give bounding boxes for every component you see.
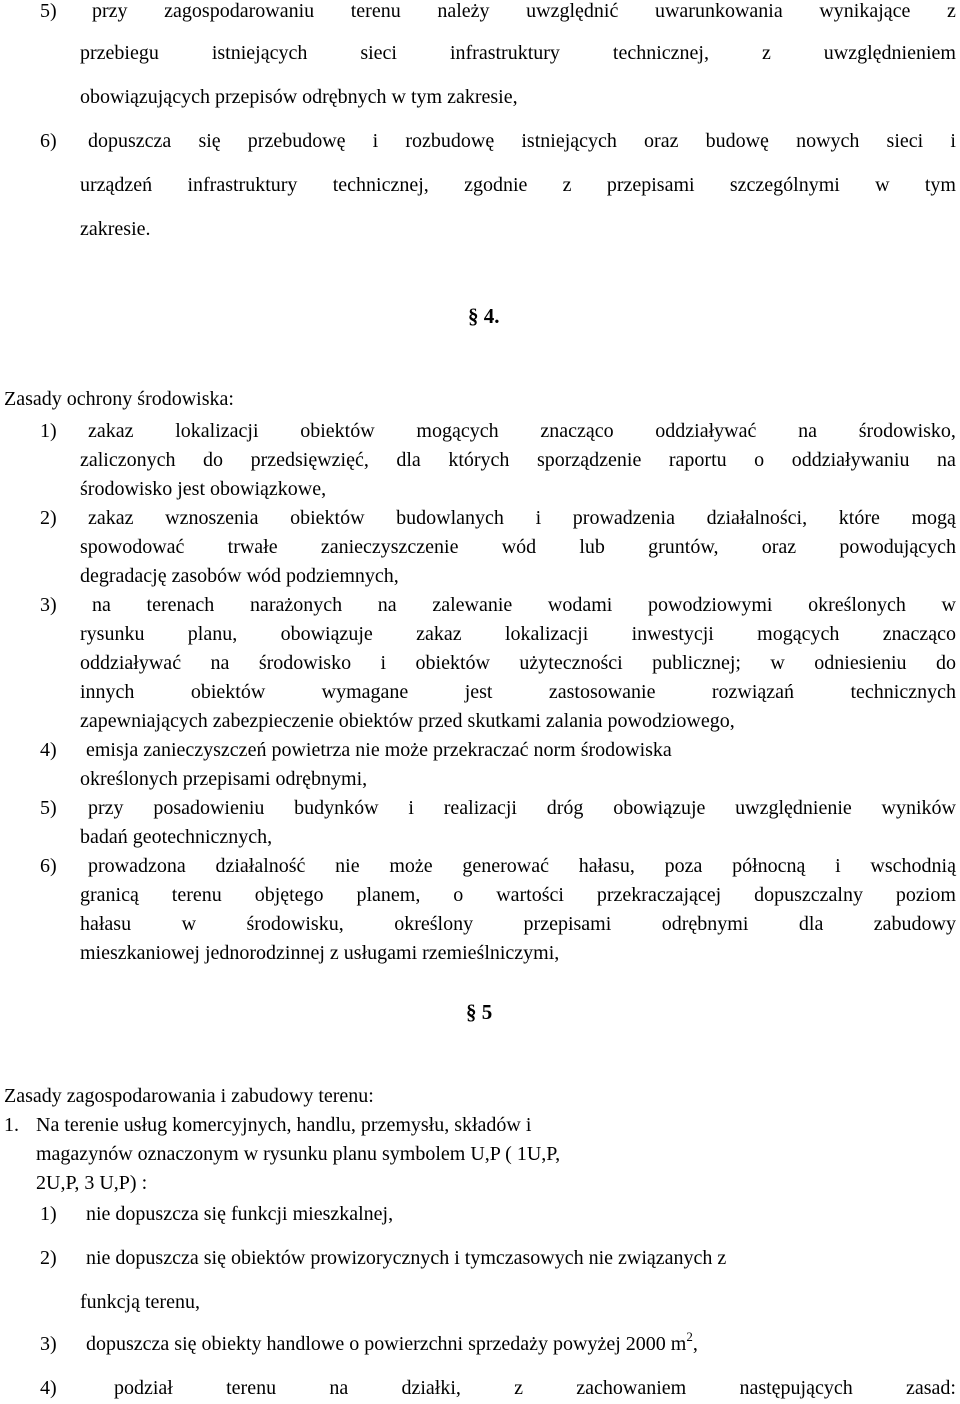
word: zakaz <box>416 623 462 645</box>
word: przepisami <box>606 174 695 196</box>
word: i <box>950 130 956 152</box>
word: wyników <box>881 797 956 819</box>
list-number: 2) <box>40 507 57 529</box>
word: z <box>761 42 771 64</box>
list-number: 5) <box>40 797 57 819</box>
word: rysunku <box>80 623 145 645</box>
word: oddziaływać <box>655 420 757 442</box>
word: północną <box>732 855 806 877</box>
word: terenach <box>146 594 215 616</box>
word: następujących <box>739 1377 853 1399</box>
list-number: 5) <box>40 0 57 22</box>
list-line: degradację zasobów wód podziemnych, <box>80 565 399 587</box>
word: środowisku, <box>246 913 344 935</box>
word: realizacji <box>443 797 517 819</box>
list-number: 3) <box>40 594 57 616</box>
word: należy <box>437 0 490 22</box>
word: zakaz <box>88 507 134 529</box>
word: zastosowanie <box>548 681 656 703</box>
list-line: mieszkaniowej jednorodzinnej z usługami rzemieślniczymi, <box>80 942 560 964</box>
list-line <box>88 507 956 530</box>
section-4-intro: Zasady ochrony środowiska: <box>4 388 234 410</box>
list-number: 4) <box>40 1377 57 1399</box>
list-line <box>88 855 956 878</box>
list-line <box>80 623 956 646</box>
word: dopuszcza <box>88 130 172 152</box>
word: planem, <box>356 884 421 906</box>
list-line <box>80 913 956 936</box>
word: przebiegu <box>80 42 159 64</box>
list-line <box>92 0 956 23</box>
word: granicą <box>80 884 139 906</box>
list-number: 1) <box>40 1203 57 1225</box>
word: na <box>210 652 230 674</box>
word: zaliczonych <box>80 449 176 471</box>
word: rozwiązań <box>711 681 795 703</box>
list-line-text: dopuszcza się obiekty handlowe o powierzchni sprzedaży powyżej 2000 m <box>86 1333 687 1355</box>
word: innych <box>80 681 135 703</box>
word: znacząco <box>540 420 614 442</box>
list-line <box>114 1377 956 1400</box>
word: terenu <box>171 884 222 906</box>
word: budowlanych <box>396 507 504 529</box>
word: zachowaniem <box>576 1377 687 1399</box>
word: dla <box>396 449 421 471</box>
word: przebudowę <box>247 130 346 152</box>
word: sieci <box>886 130 924 152</box>
word: urządzeń <box>80 174 153 196</box>
word: hałasu <box>80 913 132 935</box>
list-line: nie dopuszcza się obiektów prowizorycznych i tymczasowych nie związanych z <box>86 1247 727 1269</box>
list-line: zakresie. <box>80 218 151 240</box>
word: działki, <box>401 1377 461 1399</box>
word: technicznych <box>850 681 956 703</box>
point-number: 1. <box>4 1114 19 1136</box>
point-line: Na terenie usług komercyjnych, handlu, przemysłu, składów i <box>36 1114 532 1136</box>
word: budynków <box>294 797 379 819</box>
list-line <box>88 420 956 443</box>
word: przy <box>92 0 128 22</box>
word: i <box>380 652 387 674</box>
word: szczególnymi <box>729 174 840 196</box>
word: znacząco <box>882 623 956 645</box>
word: się <box>198 130 221 152</box>
word: mogą <box>911 507 956 529</box>
word: publicznej; <box>652 652 741 674</box>
word: narażonych <box>249 594 343 616</box>
word: działalność <box>215 855 306 877</box>
word: w <box>181 913 197 935</box>
word: na <box>798 420 817 442</box>
word: określony <box>394 913 474 935</box>
word: na <box>329 1377 349 1399</box>
word: mogących <box>757 623 840 645</box>
word: spowodować <box>80 536 185 558</box>
list-number: 2) <box>40 1247 57 1269</box>
word: prowadzenia <box>572 507 675 529</box>
word: powodujących <box>839 536 956 558</box>
word: lokalizacji <box>175 420 259 442</box>
word: może <box>389 855 433 877</box>
word: i <box>372 130 379 152</box>
list-line <box>88 797 956 820</box>
word: środowisko <box>258 652 352 674</box>
word: technicznej, <box>332 174 429 196</box>
word: trwałe <box>227 536 278 558</box>
word: nie <box>335 855 360 877</box>
list-line: obowiązujących przepisów odrębnych w tym zakresie, <box>80 86 518 108</box>
word: o <box>453 884 464 906</box>
word: zabudowy <box>873 913 956 935</box>
word: rozbudowę <box>405 130 495 152</box>
list-line: środowisko jest obowiązkowe, <box>80 478 327 500</box>
word: istniejących <box>521 130 617 152</box>
word: posadowieniu <box>153 797 265 819</box>
list-line <box>88 130 956 153</box>
word: środowisko, <box>858 420 956 442</box>
word: infrastruktury <box>187 174 298 196</box>
word: działalności, <box>706 507 808 529</box>
word: w <box>875 174 890 196</box>
word: i <box>535 507 542 529</box>
word: uwzględnić <box>526 0 619 22</box>
word: prowadzona <box>88 855 186 877</box>
word: z <box>514 1377 524 1399</box>
word: dopuszczalny <box>754 884 863 906</box>
word: o <box>754 449 765 471</box>
word: powodziowymi <box>648 594 773 616</box>
word: z <box>562 174 572 196</box>
list-number: 4) <box>40 739 57 761</box>
word: na <box>92 594 111 616</box>
word: jest <box>464 681 493 703</box>
word: zalewanie <box>432 594 513 616</box>
word: które <box>838 507 880 529</box>
word: wymagane <box>321 681 409 703</box>
word: sieci <box>360 42 397 64</box>
word: oddziaływać <box>80 652 182 674</box>
word: tym <box>924 174 956 196</box>
word: przepisami <box>523 913 612 935</box>
word: wodami <box>547 594 613 616</box>
word: wód <box>501 536 537 558</box>
word: poziom <box>895 884 956 906</box>
word: zasad: <box>905 1377 956 1399</box>
word: przekraczającej <box>596 884 722 906</box>
word: obiektów <box>300 420 375 442</box>
word: gruntów, <box>648 536 719 558</box>
word: obiektów <box>190 681 266 703</box>
word: wartości <box>496 884 564 906</box>
word: obiektów <box>290 507 365 529</box>
list-line <box>80 652 956 675</box>
list-line <box>80 536 956 559</box>
word: odrębnymi <box>661 913 749 935</box>
word: nowych <box>796 130 860 152</box>
word: sporządzenie <box>536 449 642 471</box>
section-5-intro: Zasady zagospodarowania i zabudowy terenu: <box>4 1085 374 1107</box>
list-line <box>80 681 956 704</box>
word: oraz <box>644 130 679 152</box>
word: lub <box>579 536 605 558</box>
word: obowiązuje <box>280 623 373 645</box>
list-line-tail: , <box>692 1333 698 1355</box>
word: obiektów <box>415 652 490 674</box>
list-number: 3) <box>40 1333 57 1355</box>
word: oraz <box>761 536 797 558</box>
list-line: nie dopuszcza się funkcji mieszkalnej, <box>86 1203 394 1225</box>
word: i <box>408 797 414 819</box>
word: których <box>448 449 510 471</box>
list-line <box>80 884 956 907</box>
word: mogących <box>416 420 499 442</box>
word: inwestycji <box>631 623 714 645</box>
list-line: funkcją terenu, <box>80 1291 200 1313</box>
list-line <box>92 594 956 617</box>
word: na <box>377 594 397 616</box>
word: budowę <box>705 130 769 152</box>
list-line <box>80 42 956 65</box>
word: przy <box>88 797 124 819</box>
word: i <box>835 855 841 877</box>
list-line <box>80 174 956 197</box>
section-4-heading: § 4. <box>468 304 500 328</box>
word: dróg <box>546 797 584 819</box>
word: obowiązuje <box>613 797 706 819</box>
word: generować <box>462 855 550 877</box>
word: hałasu, <box>578 855 635 877</box>
word: wynikające <box>819 0 911 22</box>
list-line: emisja zanieczyszczeń powietrza nie może przekraczać norm środowiska <box>86 739 672 761</box>
word: raportu <box>668 449 727 471</box>
section-5-heading: § 5 <box>466 1000 493 1024</box>
word: uwzględnienie <box>735 797 852 819</box>
word: na <box>936 449 956 471</box>
list-line: określonych przepisami odrębnymi, <box>80 768 368 790</box>
word: określonych <box>808 594 906 616</box>
word: wschodnią <box>870 855 956 877</box>
list-line: badań geotechnicznych, <box>80 826 273 848</box>
word: przedsięwzięć, <box>250 449 369 471</box>
point-line: 2U,P, 3 U,P) : <box>36 1172 148 1194</box>
word: infrastruktury <box>449 42 560 64</box>
word: użyteczności <box>519 652 623 674</box>
list-line <box>86 1329 698 1356</box>
word: uwarunkowania <box>654 0 783 22</box>
word: terenu <box>350 0 401 22</box>
word: zanieczyszczenie <box>320 536 459 558</box>
word: z <box>947 0 956 22</box>
word: dla <box>798 913 824 935</box>
list-number: 6) <box>40 130 57 152</box>
superscript: 2 <box>686 1329 693 1344</box>
word: technicznej, <box>612 42 709 64</box>
word: zakaz <box>88 420 134 442</box>
word: podział <box>114 1377 173 1399</box>
list-line: zapewniających zabezpieczenie obiektów przed skutkami zalania powodziowego, <box>80 710 735 732</box>
word: w <box>770 652 785 674</box>
word: uwzględnieniem <box>823 42 956 64</box>
list-number: 6) <box>40 855 57 877</box>
list-number: 1) <box>40 420 57 442</box>
word: poza <box>664 855 703 877</box>
word: zgodnie <box>464 174 528 196</box>
point-line: magazynów oznaczonym w rysunku planu symbolem U,P ( 1U,P, <box>36 1143 561 1165</box>
word: lokalizacji <box>504 623 589 645</box>
word: w <box>941 594 956 616</box>
list-line <box>80 449 956 472</box>
word: zagospodarowaniu <box>164 0 315 22</box>
word: oddziaływaniu <box>791 449 910 471</box>
word: planu, <box>187 623 238 645</box>
word: do <box>203 449 224 471</box>
word: odniesieniu <box>814 652 907 674</box>
word: do <box>935 652 956 674</box>
word: objętego <box>254 884 324 906</box>
word: terenu <box>226 1377 277 1399</box>
word: wznoszenia <box>165 507 259 529</box>
word: istniejących <box>211 42 308 64</box>
